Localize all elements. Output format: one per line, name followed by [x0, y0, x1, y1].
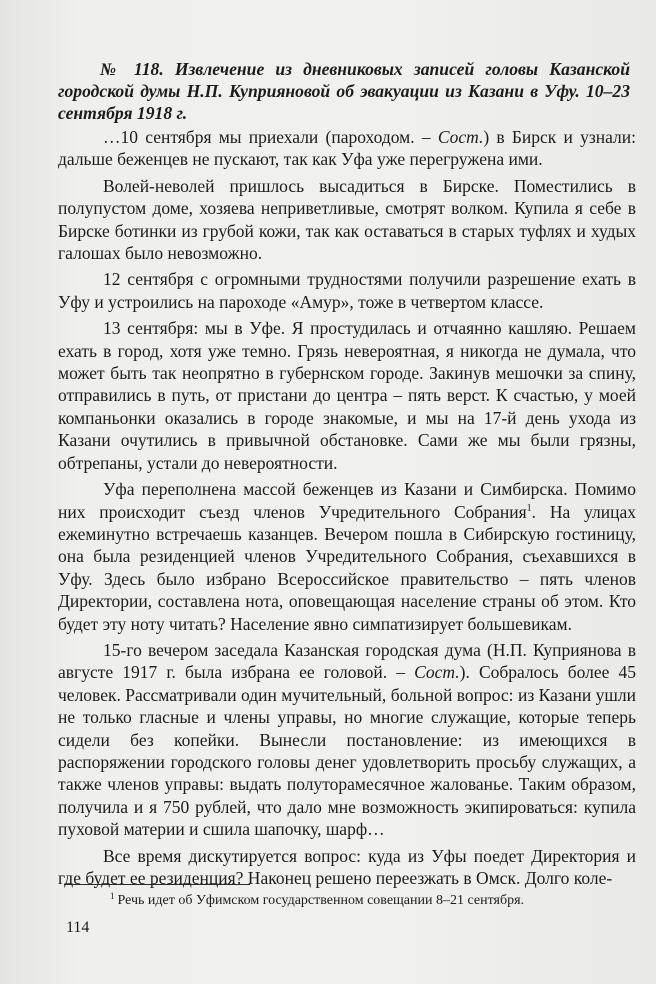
footnote-reference: 1 — [526, 502, 532, 514]
footnote — [110, 892, 630, 910]
paragraph — [58, 845, 636, 890]
footnote-separator — [64, 884, 250, 885]
paragraph-text: ). Собралось более 45 человек. Рассматривали один мучительный, больной вопрос: из Казани ушли не только гласные и члены управы, но многие служащие, которые теперь сидели без копейки. Вынесли постановление: из имеющихся в распоряжении городского головы денег удовлетворить просьбу служащих, а также членов управы: выдать полуторамесячное жалованье. Таким образом, получила и я 750 рублей, что дало мне возможность экипироваться: купила пуховой материи и сшила шапочку, шарф… — [58, 662, 636, 840]
paragraph-text: 12 сентября с огромными трудностями получили разрешение ехать в Уфу и устроились на пароходе «Амур», тоже в четвертом классе. — [58, 269, 636, 312]
footnote-mark: 1 — [110, 891, 115, 901]
paragraph-text: . На улицах ежеминутно встречаешь казанцев. Вечером пошла в Сибирскую гостиницу, она была резиденцией членов Учредительного Собрания, съехавшихся в Уфу. Здесь было избрано Всероссийское правительство – пять членов Директории, составлена нота, оповещающая население страны об этом. Кто будет эту ноту читать? Население явно симпатизирует большевикам. — [58, 501, 637, 634]
paragraph-text: 15-го вечером заседала Казанская городская дума (Н.П. Куприянова в августе 1917 г. была избрана ее головой. – — [58, 639, 636, 683]
footnote-text: Речь идет об Уфимском государственном совещании 8–21 сентября. — [117, 893, 525, 908]
paragraph-text: Уфа переполнена массой беженцев из Казани и Симбирска. Помимо них происходит съезд членов Учредительного Собрания — [58, 479, 636, 522]
page-number: 114 — [66, 919, 90, 936]
paragraph-text: ) в Бирск и узнали: дальше беженцев не пускают, так как Уфа уже перегружена ими. — [58, 127, 636, 170]
document-heading: № 118. Извлечение из дневниковых записей головы Казанской городской думы Н.П. Куприяновой об эвакуации из Казани в Уфу. 10–23 сентября 1918 г. — [58, 59, 630, 123]
paragraph — [58, 639, 636, 841]
editor-note: Сост. — [414, 662, 460, 683]
paragraph-text: Волей-неволей пришлось высадиться в Бирске. Поместились в полупустом доме, хозяева неприветливые, смотрят волком. Купила я себе в Бирске ботинки из грубой кожи, так как оставаться в старых туфлях и худых галошах было невозможно. — [58, 175, 636, 264]
paragraph-text: Все время дискутируется вопрос: куда из Уфы поедет Директория и где будет ее резиденция? Наконец решено переезжать в Омск. Долго коле- — [58, 845, 636, 888]
paragraph — [58, 478, 636, 635]
paragraph — [58, 268, 636, 313]
document-body — [58, 126, 636, 889]
editor-note: Сост. — [437, 127, 484, 147]
paragraph-text: …10 сентября мы приехали (пароходом. – — [103, 127, 438, 147]
paragraph — [58, 175, 636, 265]
paragraph — [58, 126, 636, 171]
paragraph — [58, 317, 636, 474]
paragraph-text: 13 сентября: мы в Уфе. Я простудилась и отчаянно кашляю. Решаем ехать в город, хотя уже темно. Грязь невероятная, я никогда не думала, что может быть так неопрятно в губернском городе. Закинув мешочки за спину, отправились в путь, от пристани до центра – пять верст. К счастью, у моей компаньонки оказались в городе знакомые, и мы на 17-й день ухода из Казани очутились в привычной обстановке. Сами же мы были грязны, обтрепаны, устали до невероятности. — [58, 318, 636, 473]
